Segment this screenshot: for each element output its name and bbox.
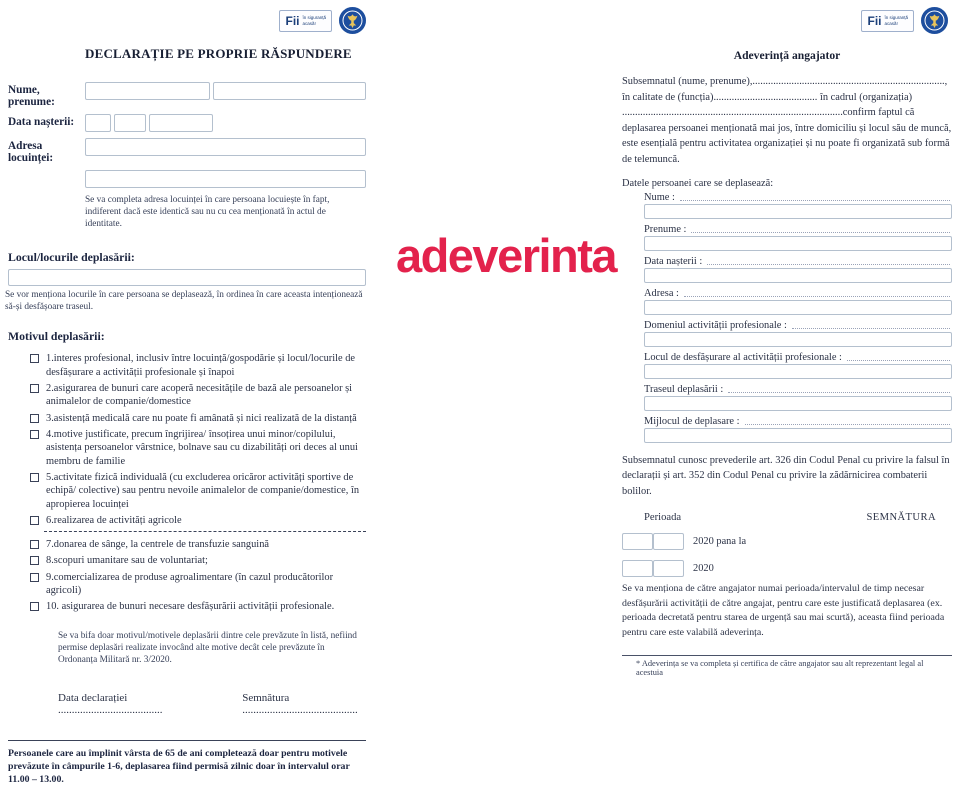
period-start-month-input[interactable] (653, 533, 684, 550)
reason-checklist (30, 352, 366, 613)
birthdate-label: Data nașterii: (8, 116, 75, 128)
period-start-day-input[interactable] (622, 533, 653, 550)
address-note: Se va completa adresa locuinței în care persoana locuiește în fapt, indiferent dacă este identică sau nu cu cea menționată în actul de identitate. (85, 195, 330, 230)
reason-list-divider (44, 531, 366, 532)
reason-item-4 (30, 428, 360, 468)
reason-text-8: 8.scopuri umanitare sau de voluntariat; (46, 555, 208, 567)
birth-day-input[interactable] (85, 114, 111, 132)
reason-text-1: 1.interes profesional, inclusiv între locuință/gospodărie și locul/locurile de desfășurare a activității profesionale și înapoi (46, 353, 356, 378)
reason-item-9 (30, 571, 360, 598)
watermark-adeverinta: adeverinta (395, 229, 617, 282)
eagle-crest-icon-right (928, 13, 941, 28)
fii-badge-line1: în siguranță (302, 15, 326, 21)
birth-month-input[interactable] (114, 114, 146, 132)
certificate-fields (644, 192, 952, 443)
penal-code-paragraph: Subsemnatul cunosc prevederile art. 326 din Codul Penal cu privire la falsul în declarații și art. 352 din Codul Penal cu privire la zădărnicirea combaterii bolilor. (622, 454, 950, 497)
cert-transport-input[interactable] (644, 428, 952, 443)
fii-safety-badge (279, 10, 332, 32)
last-name-input[interactable] (85, 82, 210, 100)
eagle-crest-icon (346, 13, 359, 28)
cert-birthdate-input[interactable] (644, 268, 952, 283)
reason-text-6: 6.realizarea de activități agricole (46, 514, 182, 526)
checkbox-reason-3[interactable] (30, 414, 39, 423)
travel-reason-label: Motivul deplasării: (8, 329, 105, 344)
checkbox-reason-6[interactable] (30, 516, 39, 525)
government-seal-icon (339, 7, 366, 34)
cert-name-label: Nume : (644, 191, 675, 203)
declaration-document (0, 0, 392, 787)
reason-item-2 (30, 382, 360, 409)
name-field-row (8, 82, 366, 108)
checkbox-reason-4[interactable] (30, 430, 39, 439)
reason-item-8 (30, 554, 360, 567)
reason-text-10: 10. asigurarea de bunuri necesare desfășurării activității profesionale. (46, 601, 335, 613)
travel-locations-input[interactable] (8, 269, 366, 286)
first-name-input[interactable] (213, 82, 366, 100)
cert-profession-domain-label: Domeniul activității profesionale : (644, 319, 787, 331)
declaration-date-blank[interactable]: ...................................... (58, 703, 163, 716)
person-data-header: Datele persoanei care se deplasează: (622, 177, 774, 189)
address-label: Adresa locuinței: (8, 140, 54, 164)
certificate-title: Adeverință angajator (733, 49, 841, 62)
signature-blank[interactable]: .......................................... (242, 703, 358, 716)
check-instruction-note: Se va bifa doar motivul/motivele deplasării dintre cele prevăzute în listă, nefiind permise deplasări realizate invocând alte motive decât cele prevăzute în Ordonanța Militară nr. 3/2020. (58, 630, 357, 665)
cert-firstname-label: Prenume : (644, 223, 687, 235)
reason-item-5 (30, 471, 360, 511)
period-start-suffix: 2020 pana la (693, 536, 747, 548)
checkbox-reason-10[interactable] (30, 602, 39, 611)
cert-firstname-input[interactable] (644, 236, 952, 251)
fii-badge-text-right: Fii (867, 13, 882, 28)
reason-text-7: 7.donarea de sânge, la centrele de transfuzie sanguină (46, 539, 270, 551)
fii-badge-text: Fii (285, 13, 300, 28)
cert-workplace-input[interactable] (644, 364, 952, 379)
period-label: Perioada (644, 512, 682, 524)
period-end-row (622, 560, 952, 577)
certificate-signature-label: SEMNĂTURA (866, 512, 936, 524)
checkbox-reason-5[interactable] (30, 473, 39, 482)
reason-item-1 (30, 352, 360, 379)
reason-item-3 (30, 412, 360, 425)
address-field-row2 (8, 170, 366, 188)
period-end-suffix: 2020 (693, 563, 714, 575)
reason-text-4: 4.motive justificate, precum îngrijirea/ însoțirea unui minor/copilului, asistența persoanelor vârstnice, bolnave sau cu dizabilități ori deces al unui membru de familie (46, 428, 358, 467)
period-end-month-input[interactable] (653, 560, 684, 577)
address-field-row (8, 138, 366, 164)
declaration-date-label: Data declarației (58, 691, 128, 704)
employer-certificate-document (622, 0, 952, 677)
reason-text-3: 3.asistență medicală care nu poate fi amânată și nici realizată de la distanță (46, 412, 357, 424)
reason-text-9: 9.comercializarea de produse agroalimentare (în cazul producătorilor agricoli) (46, 571, 334, 597)
cert-address-label: Adresa : (644, 287, 679, 299)
cert-profession-domain-input[interactable] (644, 332, 952, 347)
government-seal-icon-right (921, 7, 948, 34)
reason-item-6 (30, 514, 360, 527)
fii-badge-line2: acasă! (302, 20, 316, 26)
cert-workplace-label: Locul de desfășurare al activității profesionale : (644, 351, 842, 363)
name-label: Nume, prenume: (8, 84, 55, 108)
checkbox-reason-2[interactable] (30, 384, 39, 393)
checkbox-reason-8[interactable] (30, 556, 39, 565)
birth-year-input[interactable] (149, 114, 213, 132)
cert-address-input[interactable] (644, 300, 952, 315)
cert-route-input[interactable] (644, 396, 952, 411)
age-65-footer-note: Persoanele care au împlinit vârsta de 65 de ani completează doar pentru motivele prevăzute în câmpurile 1-6, deplasarea fiind permisă zilnic doar în intervalul orar 11.00 – 13.00. (8, 740, 366, 787)
signature-label: Semnătura (242, 691, 290, 704)
reason-item-10 (30, 600, 360, 613)
checkbox-reason-9[interactable] (30, 573, 39, 582)
fii-safety-badge-right (861, 10, 914, 32)
reason-text-2: 2.asigurarea de bunuri care acoperă necesitățile de bază ale persoanelor și animalelor de companie/domestice (46, 383, 353, 408)
reason-text-5: 5.activitate fizică individuală (cu excluderea oricăror activități sportive de echipă/ colective) sau pentru nevoile animalelor de companie/domestice, în apropierea locuinței (46, 471, 360, 510)
cert-birthdate-label: Data nașterii : (644, 255, 703, 267)
birthdate-field-row (8, 114, 366, 132)
fii-badge-right-line2: acasă! (884, 20, 898, 26)
fii-badge-right-line1: în siguranță (884, 15, 908, 21)
travel-locations-note: Se vor menționa locurile în care persoana se deplasează, în ordinea în care aceasta intenționează să-și desfășoare traseul. (5, 290, 363, 313)
certificate-footnote: * Adeverința se va completa și certifica de către angajator sau alt reprezentant legal al acestuia (622, 655, 952, 677)
checkbox-reason-1[interactable] (30, 354, 39, 363)
period-end-day-input[interactable] (622, 560, 653, 577)
cert-route-label: Traseul deplasării : (644, 383, 724, 395)
cert-transport-label: Mijlocul de deplasare : (644, 415, 740, 427)
left-header-logos (8, 7, 366, 34)
period-signature-row (622, 512, 952, 523)
certificate-intro-paragraph: Subsemnatul (nume, prenume),.........................................................................., în calitate de (funcția)........................................ în cadrul (organizația) .....................................................................................confirm faptul că deplasarea persoanei menționată mai jos, între domiciliu și locul său de muncă, este esențială pentru activitatea organizației și nu poate fi organizată sub formă de telemuncă. (622, 76, 952, 166)
employer-period-note: Se va menționa de către angajator numai perioada/intervalul de timp necesar desfășurării activității de către angajat, pentru care este justificată deplasarea (ex. perioada decretată pentru starea de urgență sau mai scurtă), aceasta fiind perioada pentru care este valabilă adeverința. (622, 583, 945, 638)
reason-item-7 (30, 538, 360, 551)
address-input-line2[interactable] (85, 170, 366, 188)
right-header-logos (622, 7, 952, 34)
address-input-line1[interactable] (85, 138, 366, 156)
declaration-title: DECLARAȚIE PE PROPRIE RĂSPUNDERE (85, 46, 352, 61)
travel-locations-label: Locul/locurile deplasării: (8, 250, 135, 265)
period-start-row (622, 533, 952, 550)
date-signature-row (58, 692, 366, 716)
cert-name-input[interactable] (644, 204, 952, 219)
checkbox-reason-7[interactable] (30, 540, 39, 549)
